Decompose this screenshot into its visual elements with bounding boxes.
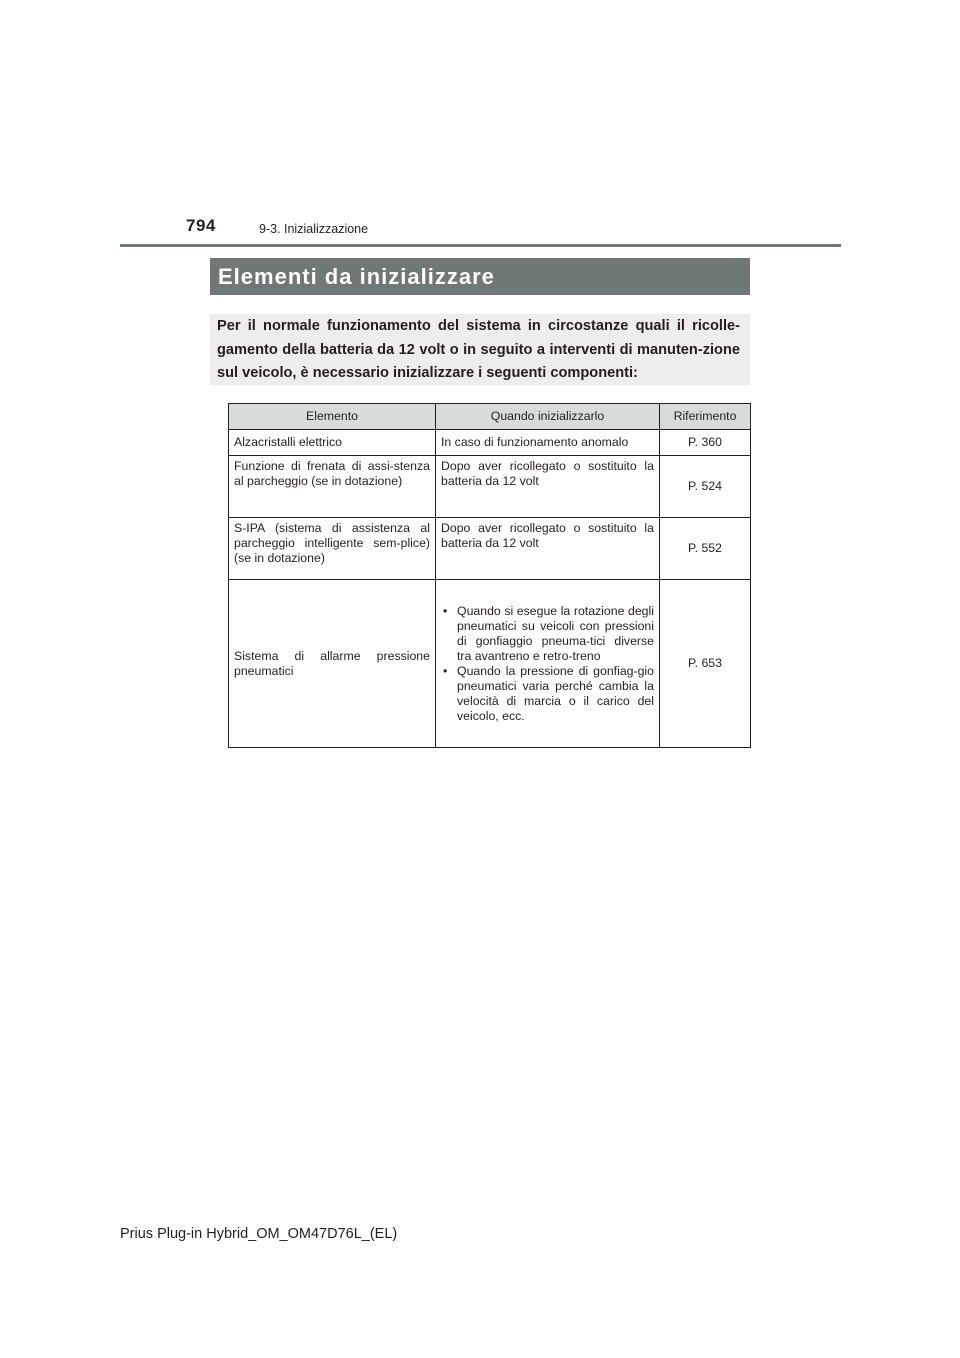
column-header-when: Quando inizializzarlo xyxy=(436,404,660,430)
cell-reference: P. 552 xyxy=(660,518,751,580)
bullet-list xyxy=(441,604,654,724)
title-bar xyxy=(210,258,750,295)
cell-item: Sistema di allarme pressione pneumatici xyxy=(229,580,436,748)
column-header-item: Elemento xyxy=(229,404,436,430)
cell-reference: P. 653 xyxy=(660,580,751,748)
footer-document-code: Prius Plug-in Hybrid_OM_OM47D76L_(EL) xyxy=(120,1226,398,1242)
cell-when: Dopo aver ricollegato o sostituito la batteria da 12 volt xyxy=(436,456,660,518)
bullet-item: • Quando si esegue la rotazione degli pneumatici su veicoli con pressioni di gonfiaggio pneuma-tici diverse tra avantreno e retro-treno xyxy=(441,604,654,664)
column-header-reference: Riferimento xyxy=(660,404,751,430)
intro-paragraph: Per il normale funzionamento del sistema in circostanze quali il ricolle-gamento della batteria da 12 volt o in seguito a interventi di manuten-zione sul veicolo, è necessario inizializzare i seguenti componenti: xyxy=(210,314,750,385)
cell-when: Dopo aver ricollegato o sostituito la batteria da 12 volt xyxy=(436,518,660,580)
page-title: Elementi da inizializzare xyxy=(218,263,495,289)
cell-when: In caso di funzionamento anomalo xyxy=(436,430,660,456)
cell-when xyxy=(436,580,660,748)
section-label: 9-3. Inizializzazione xyxy=(259,222,369,236)
table-row xyxy=(229,580,751,748)
table-header-row xyxy=(229,404,751,430)
cell-item: S-IPA (sistema di assistenza al parcheggio intelligente sem-plice) (se in dotazione) xyxy=(229,518,436,580)
table-row xyxy=(229,518,751,580)
cell-reference: P. 524 xyxy=(660,456,751,518)
table-row xyxy=(229,456,751,518)
header-divider xyxy=(120,244,841,247)
page-number: 794 xyxy=(186,216,216,235)
cell-reference: P. 360 xyxy=(660,430,751,456)
cell-item: Alzacristalli elettrico xyxy=(229,430,436,456)
cell-item: Funzione di frenata di assi-stenza al parcheggio (se in dotazione) xyxy=(229,456,436,518)
initialization-table xyxy=(228,403,751,748)
table-row xyxy=(229,430,751,456)
bullet-item: • Quando la pressione di gonfiag-gio pneumatici varia perché cambia la velocità di marcia o il carico del veicolo, ecc. xyxy=(441,664,654,724)
